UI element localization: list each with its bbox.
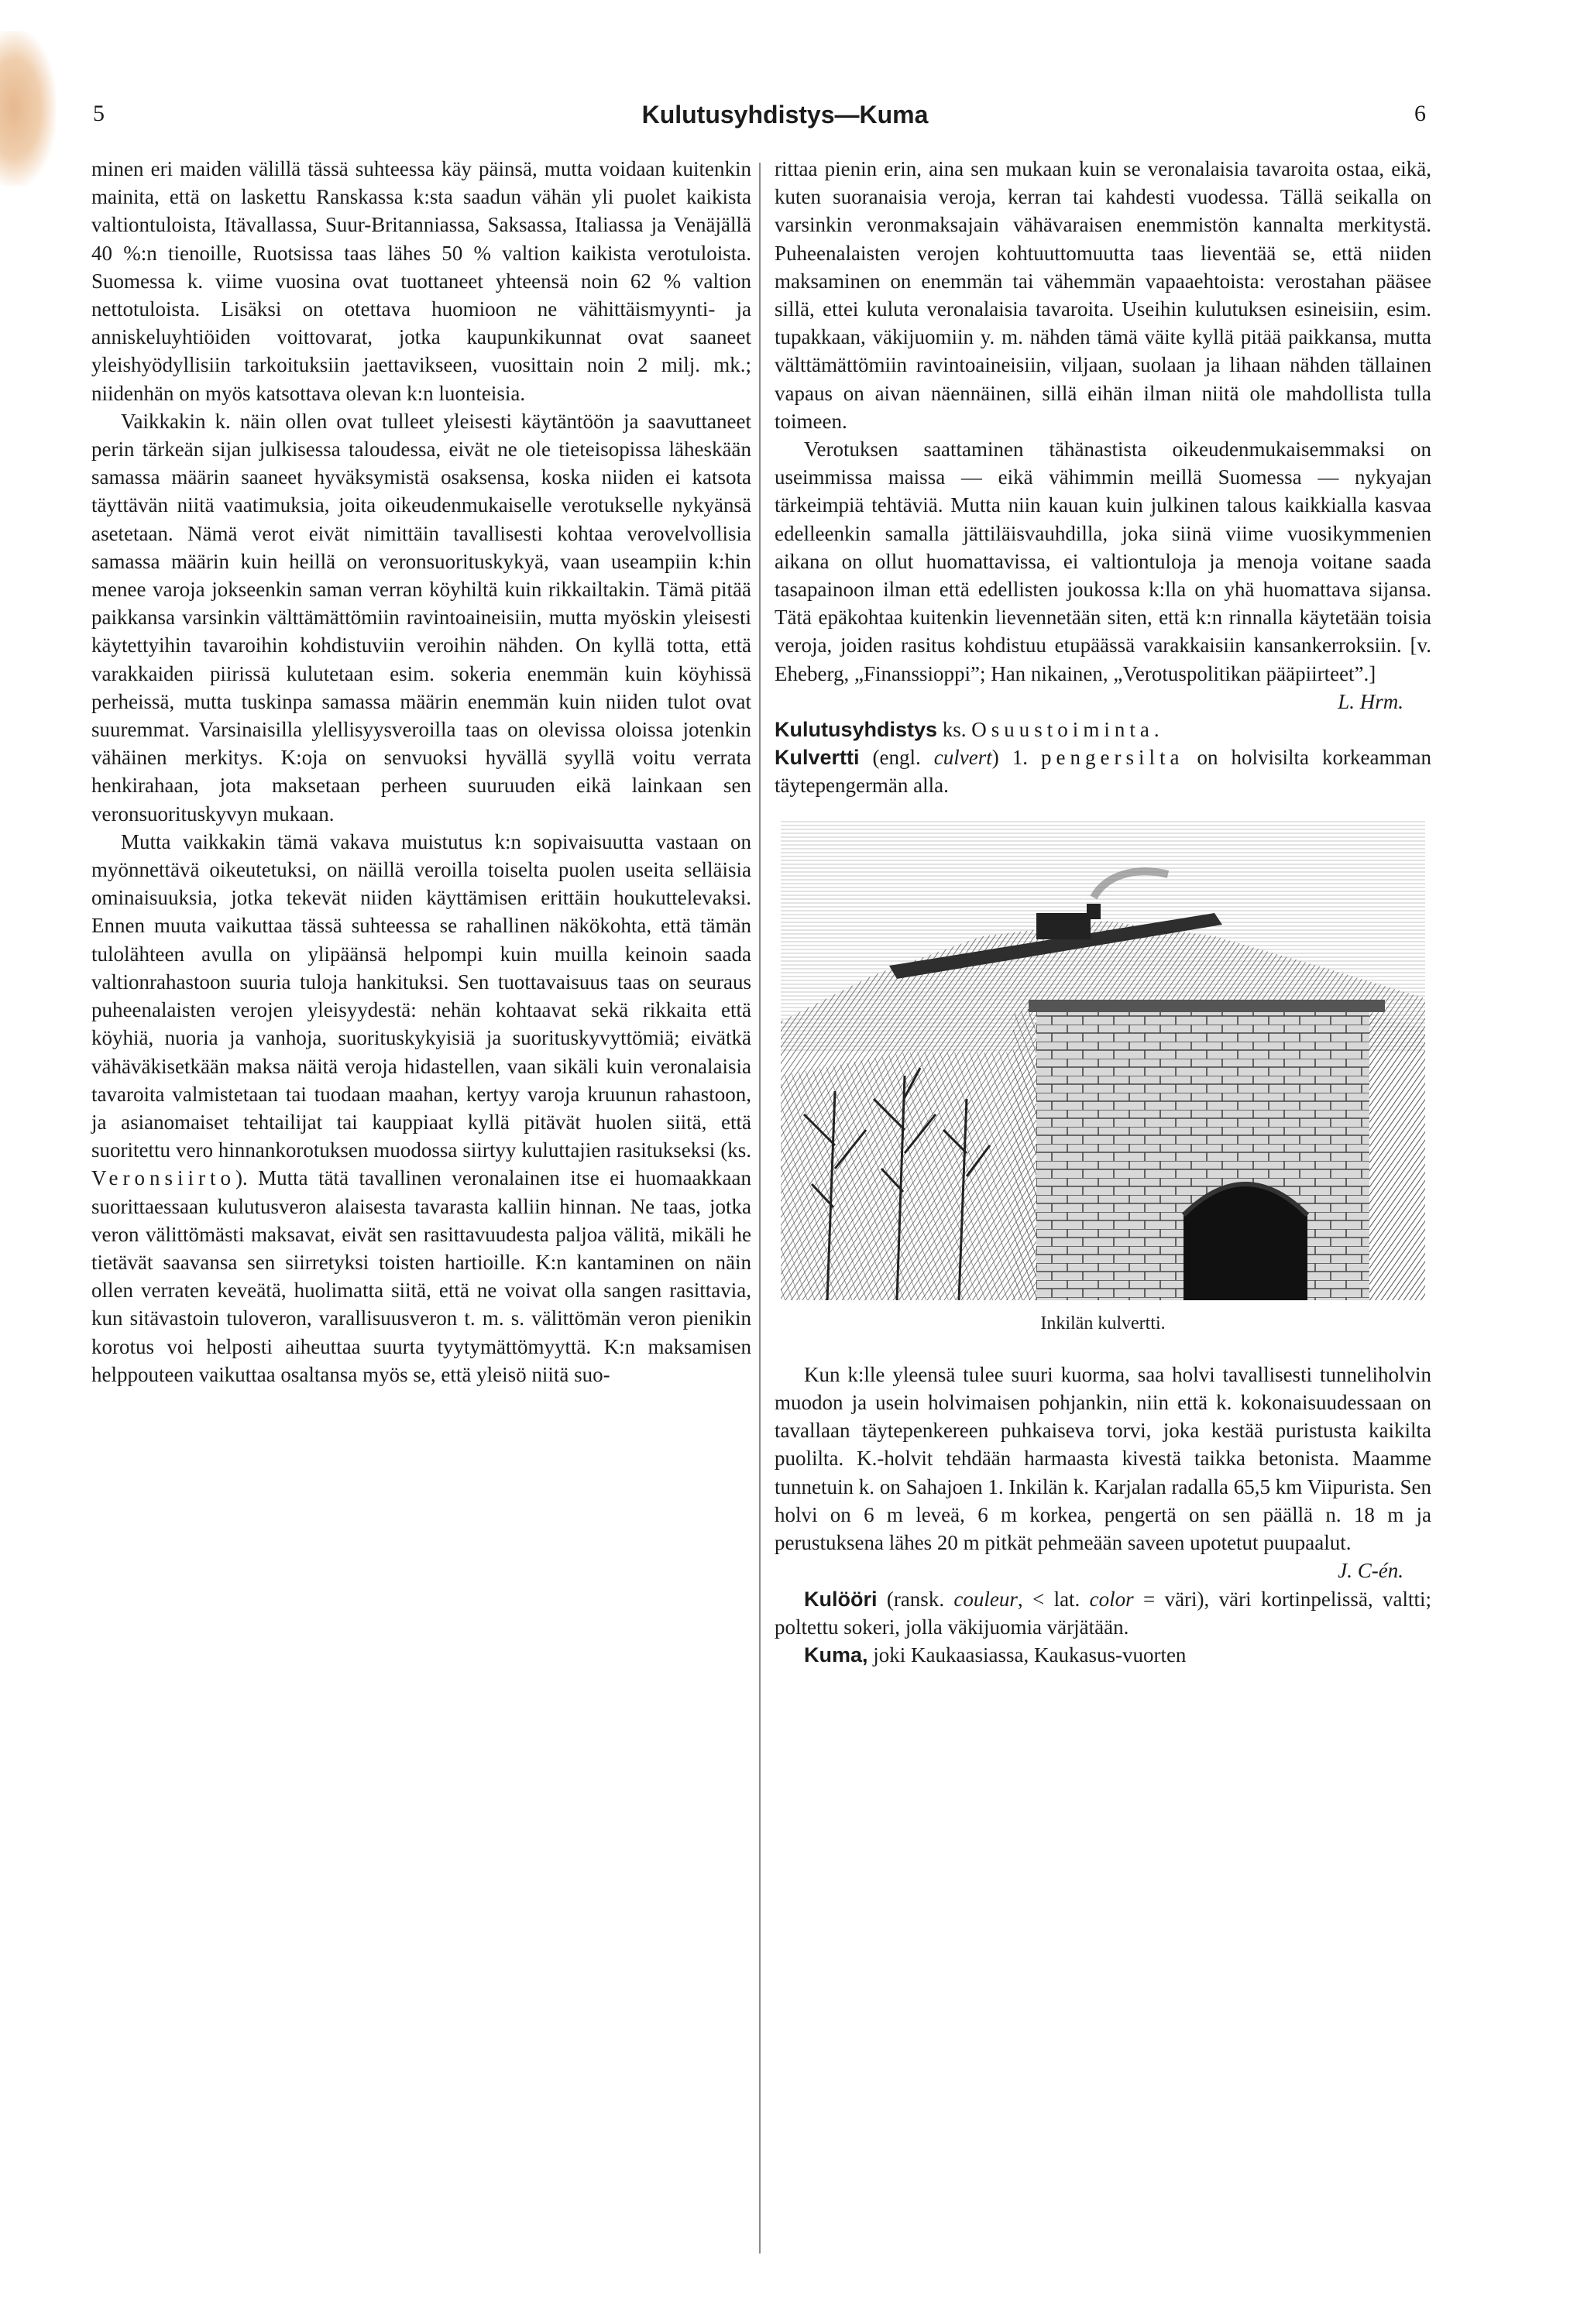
entry-kulööri	[775, 1585, 1431, 1641]
figure-caption: Inkilän kulvertti.	[1040, 1313, 1166, 1334]
entry-text: joki Kaukaasiassa, Kaukasus-vuorten	[873, 1643, 1187, 1667]
author-signature: L. Hrm.	[1338, 689, 1403, 713]
paragraph: minen eri maiden välillä tässä suhteessa käy päinsä, mutta voidaan kuitenkin mainita, että on laskettu Ranskassa k:sta saadun vähän yli puolet kaikista valtiontuloista, Itävallassa, Suur-Britanniassa, Saksassa, Italiassa ja Venäjällä 40 %:n tienoille, Ruotsissa taas lähes 50 % valtion kaikista verotuloista. Suomessa k. viime vuosina ovat tuottaneet yhteensä noin 62 % valtion nettotuloista. Lisäksi on otettava huomioon ne vähittäismyynti- ja anniskeluyhtiöiden voittovarat, jotka kaupunkikunnat ovat saaneet yleishyödyllisiin tarkoituksiin jaettavikseen, vuosittain noin 2 milj. mk.; niidenhän on myös katsottava olevan k:n luonteisia.	[91, 157, 751, 405]
paragraph: rittaa pienin erin, aina sen mukaan kuin se veronalaisia tavaroita ostaa, eikä, kuten suoranaisia veroja, kerran tai kahdesti vuodessa. Tällä seikalla on varsinkin veronmaksajain vähävaraisen enemmistön kannalta merkitystä. Puheenalaisten verojen kohtuuttomuutta taas lieventää se, että niiden maksaminen on enemmän tai vähemmän vapaaehtoista: verostahan pääsee sillä, ettei kuluta veronalaisia tavaroita. Useihin kulutuksen esineisiin, esim. tupakkaan, väkijuomiin y. m. nähden tämä väite kyllä pitää paikkansa, mutta välttämättömiin ravintoaineisiin, viljaan, suolaan ja lihaan nähden tällainen vapaus on aivan näennäinen, sillä eihän ilman niitä ole mahdollista tulla toimeen.	[775, 157, 1431, 433]
foreign-word: couleur	[953, 1587, 1018, 1611]
paragraph: Kun k:lle yleensä tulee suuri kuorma, saa holvi tavallisesti tunneliholvin muodon ja usein holvimaisen pohjankin, niin että k. kokonaisuudessaan on tavallaan täytepenkereen puhkaiseva torvi, joka kestää puristusta kaikilta puolilta. K.-holvit tehdään harmaasta kivestä taikka betonista. Maamme tunnetuin k. on Sahajoen 1. Inkilän k. Karjalan radalla 65,5 km Viipurista. Sen holvi on 6 m leveä, 6 m korkea, pengertä on sen päällä n. 18 m ja perustuksena lähes 20 m pitkät pehmeään saveen upotetut puupaalut.	[775, 1362, 1431, 1555]
page-number-left: 5	[93, 101, 105, 126]
entry-text: .	[1153, 718, 1159, 742]
cross-reference: Osuustoiminta	[971, 718, 1154, 742]
entry-headword: Kulööri	[804, 1587, 878, 1611]
paragraph	[91, 828, 751, 1389]
entry-kulvertti	[775, 743, 1431, 799]
paragraph: Vaikkakin k. näin ollen ovat tulleet yleisesti käytäntöön ja saavuttaneet perin tärkeän sijan julkisessa taloudessa, eivät ne ole tieteisopissa läheskään samassa määrin saaneet hyväksymistä osaksensa, koska niiden ei katsota täyttävän niitä vaatimuksia, joita oikeudenmukaiselle verotukselle nykyänsä asetetaan. Nämä verot eivät nimittäin tavallisesti kohtaa verovelvollisia samassa määrin kuin heillä on veronsuorituskykyä, vaan useampiin k:hin menee varoja jokseenkin saman verran köyhiltä kuin rikkailtakin. Tämä pitää paikkansa varsinkin välttämättömiin ravintoaineisiin, mutta myöskin yleisesti käytettyihin tavaroihin kohdistuviin veroihin nähden. On kyllä totta, että varakkaiden piirissä kulutetaan esim. sokeria enemmän kuin köyhissä perheissä, mutta tuskinpa samassa määrin enemmän kuin niiden tulot ovat suuremmat. Varsinaisilla ylellisyysveroilla taas on olevissa oloissa jotenkin vähäinen merkitys. K:oja on senvuoksi hyvällä syyllä voitu verrata henkirahaan, jota maksetaan perheen suuruuden eikä lainkaan sen veronsuorituskyvyn mukaan.	[91, 409, 751, 826]
culvert-engraving	[781, 820, 1425, 1300]
culvert-illustration	[781, 820, 1425, 1300]
entry-text: ks.	[942, 718, 967, 742]
entry-headword: Kulvertti	[775, 746, 860, 770]
foreign-word: color	[1089, 1587, 1134, 1611]
left-column	[91, 155, 751, 1389]
cross-reference: Veronsiirto	[91, 1166, 235, 1190]
running-title: Kulutusyhdistys—Kuma	[641, 101, 929, 129]
entry-text: , < lat.	[1017, 1587, 1080, 1611]
entry-text: ) 1.	[991, 746, 1029, 770]
page-number-right: 6	[1414, 101, 1426, 126]
paragraph: Verotuksen saattaminen tähänastista oikeudenmukaisemmaksi on useimmissa maissa — eikä vähimmin meillä Suomessa — nykyajan tärkeimpiä tehtäviä. Mutta niin kauan kuin julkinen talous kaikkialla kasvaa edelleenkin samalla jättiläisvauhdilla, joka siinä viime vuosikymmenien aikana on ollut huomattavissa, ei valtiontuloja ja menoja voitane saada tasapainoon ilman että edellisten joukossa k:lla on yhä huomattava sijansa. Tätä epäkohtaa kuitenkin lievennetään siten, että k:n rinnalla käytetään toisia veroja, joiden rasitus kohdistuu etupäässä varakkaisiin kansankerroksiin. [v. Eheberg, „Finanssioppi”; Han nikainen, „Verotuspolitikan pääpiirteet”.]	[775, 438, 1431, 685]
paragraph-text: ). Mutta tätä tavallinen veronalainen itse ei huomaakkaan suorittaessaan kulutusveron alaisesta tavarasta kalliin hinnan. Ne taas, jotka veron välittömästi maksavat, eivät sen rasittavuudesta paljoa välitä, mikäli he tietävät saavansa sen siirretyksi toisten hartioille. K:n kantaminen on näin ollen verraten keveätä, huolimatta siitä, että ne voivat olla sangen rasittavia, kun sitävastoin tuloveron, varallisuusveron t. m. s. välittömän veron pienikin korotus voi helposti aiheuttaa suurta tyytymättömyyttä. K:n maksamisen helppouteen vaikuttaa osaltansa myös se, että yleisö niitä suo-	[91, 1166, 751, 1386]
right-column	[775, 155, 1431, 1669]
author-signature: J. C-én.	[1338, 1559, 1403, 1583]
running-header	[0, 101, 1570, 139]
paragraph-text: Mutta vaikkakin tämä vakava muistutus k:n sopivaisuutta vastaan on myönnettävä oikeutetuksi, on näillä veroilla toiselta puolen useita selläisia ominaisuuksia, jotka tekevät niiden käyttämisen erittäin houkuttelevaksi. Ennen muuta vaikuttaa tässä suhteessa se rahallinen näkökohta, että tämän tulolähteen avulla on ylipäänsä helpompi kuin muilla keinoin saada valtionrahastoon suuria tuloja hankituksi. Sen tuottavaisuus taas on seuraus puheenalaisten verojen yleisyydestä: nehän kohtaavat sekä rikkaita että köyhiä, nuoria ja vanhoja, suorituskykyisiä ja suorituskyvyttömiä; eivätkä vähäväkisetkään maksa näitä veroja hidastellen, vaan sikäli kuin veronalaisia tavaroita valmistetaan tai tuodaan maahan, kertyy varoja kruunun rahastoon, ja asianomaiset tehtailijat tai kauppiaat kyllä pitävät huolen siitä, että suoritettu vero hinnankorotuksen muodossa siirtyy kuluttajien rasitukseksi (ks.	[91, 829, 751, 1162]
entry-text: (ransk.	[886, 1587, 945, 1611]
cross-reference: pengersilta	[1041, 746, 1184, 770]
entry-kulutusyhdistys	[775, 716, 1431, 743]
column-divider	[759, 163, 761, 2254]
foreign-word: culvert	[933, 746, 992, 770]
entry-text: on holvisilta korkeamman täytepengermän alla.	[775, 746, 1432, 798]
entry-text: = väri), väri kortinpelissä, valtti; poltettu sokeri, jolla väkijuomia värjätään.	[775, 1587, 1432, 1639]
entry-headword: Kuma,	[804, 1643, 868, 1667]
entry-text: (engl.	[872, 746, 921, 770]
entry-kuma	[775, 1641, 1431, 1669]
entry-headword: Kulutusyhdistys	[775, 718, 938, 742]
